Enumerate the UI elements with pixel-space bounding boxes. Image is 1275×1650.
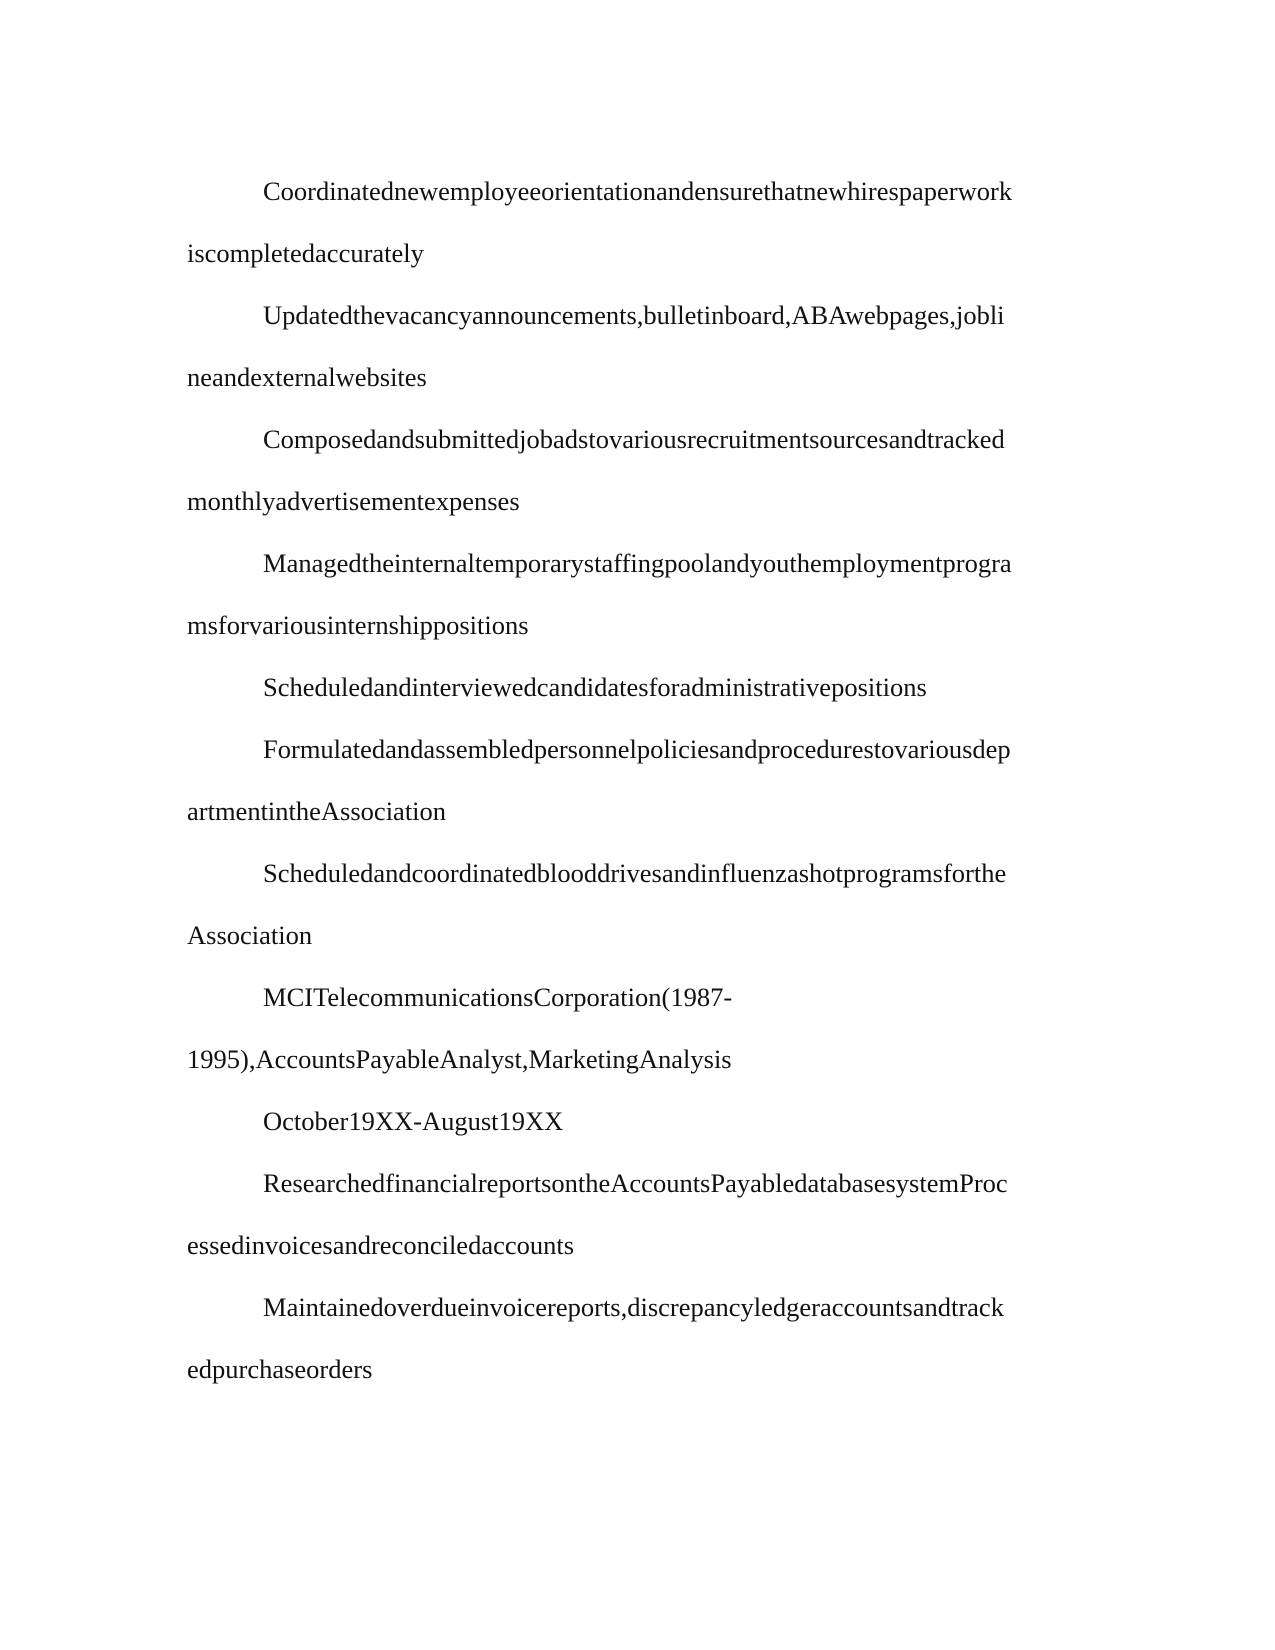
text-line: essedinvoicesandreconciledaccounts (187, 1230, 575, 1260)
text-line: msforvariousinternshippositions (187, 610, 529, 640)
text-line: artmentintheAssociation (187, 796, 447, 826)
text-line: neandexternalwebsites (187, 362, 427, 392)
text-line: Updatedthevacancyannouncements,bulletinboard,ABAwebpages,jobli (263, 300, 1005, 330)
text-line: Formulatedandassembledpersonnelpoliciesandprocedurestovariousdep (263, 734, 1011, 764)
text-line: Coordinatednewemployeeorientationandensurethatnewhirespaperwork (263, 176, 1013, 206)
text-line: monthlyadvertisementexpenses (187, 486, 520, 516)
text-line: Association (187, 920, 313, 950)
text-line: Managedtheinternaltemporarystaffingpoolandyouthemploymentprogra (263, 548, 1012, 578)
text-line: Composedandsubmittedjobadstovariousrecruitmentsourcesandtracked (263, 424, 1005, 454)
document-body (187, 160, 1087, 1400)
text-line: edpurchaseorders (187, 1354, 373, 1384)
text-line: MCITelecommunicationsCorporation(1987- (263, 982, 733, 1012)
text-line: 1995),AccountsPayableAnalyst,MarketingAnalysis (187, 1044, 732, 1074)
text-line: ResearchedfinancialreportsontheAccountsPayabledatabasesystemProc (263, 1168, 1008, 1198)
text-line: Scheduledandinterviewedcandidatesforadministrativepositions (263, 672, 927, 702)
text-line: iscompletedaccurately (187, 238, 424, 268)
text-line: October19XX-August19XX (263, 1106, 564, 1136)
text-line: Maintainedoverdueinvoicereports,discrepancyledgeraccountsandtrack (263, 1292, 1004, 1322)
text-line: Scheduledandcoordinatedblooddrivesandinfluenzashotprogramsforthe (263, 858, 1007, 888)
